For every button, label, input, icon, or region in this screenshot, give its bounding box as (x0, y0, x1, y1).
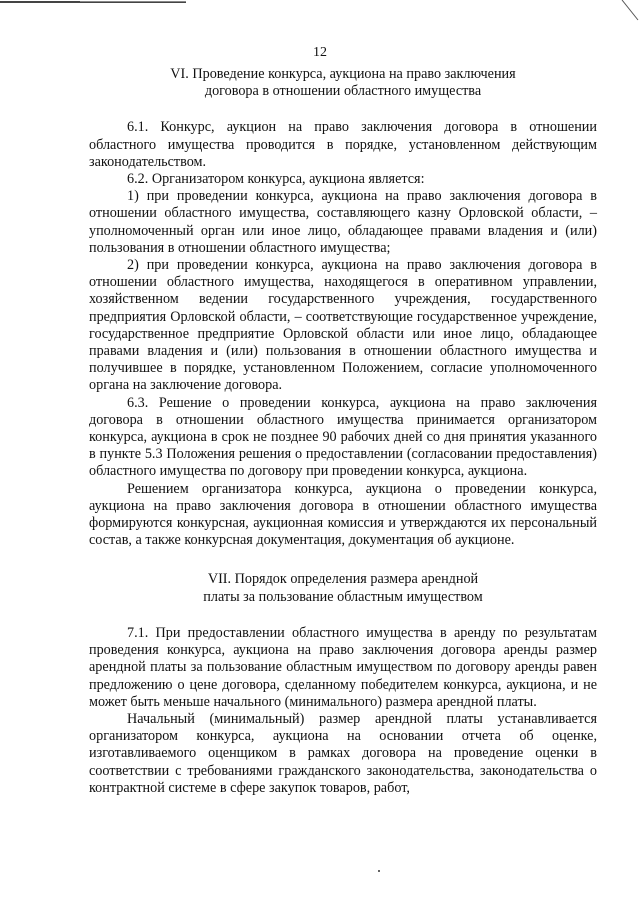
section-7-heading-line: платы за пользование областным имуществом (203, 588, 483, 605)
paragraph-6-2: 6.2. Организатором конкурса, аукциона является: (127, 171, 425, 188)
paragraph-6-2-item-2: 2) при проведении конкурса, аукциона на право заключения договора в отношении областного имущества, находящегося в оперативном управлении, хозяйственном ведении государственного учреждения, государственного предприятия Орловской области, – соответствующие государственное учреждение, государственное предприятие Орловской области или иное лицо, обладающее правами владения и (или) пользования в отношении областного имущества и получившее в порядке, установленном Положением, согласие уполномоченного органа на заключение договора. (89, 257, 597, 394)
scan-artifact-line (80, 1, 186, 2)
section-7-heading (89, 571, 597, 605)
paragraph-6-2-item-1: 1) при проведении конкурса, аукциона на право заключения договора в отношении областного имущества, составляющего казну Орловской области, – уполномоченный орган или иное лицо, обладающее правами владения и (или) пользования в отношении областного имущества; (89, 188, 597, 256)
paragraph-6-3: 6.3. Решение о проведении конкурса, аукциона на право заключения договора в отношении областного имущества принимается организатором конкурса, аукциона в срок не позднее 90 рабочих дней со дня принятия указанного в пункте 5.3 Положения решения о предоставлении (согласовании предоставления) областного имущества по договору при проведении конкурса, аукциона. (89, 394, 597, 480)
scan-speck (378, 870, 380, 872)
paragraph-6-3-decision: Решением организатора конкурса, аукциона о проведении конкурса, аукциона на право заключения договора в отношении областного имущества формируются конкурсная, аукционная комиссия и утверждаются их персональный состав, а также конкурсная документация, документация об аукционе. (89, 480, 597, 549)
scan-corner-mark (620, 0, 640, 22)
paragraph-6-1: 6.1. Конкурс, аукцион на право заключения договора в отношении областного имущества проводится в порядке, установленном действующим законодательством. (89, 119, 597, 170)
document-body (89, 66, 597, 797)
section-6-heading-line: договора в отношении областного имущества (204, 83, 482, 100)
section-6-heading (89, 66, 597, 100)
paragraph-7-1-initial-rent: Начальный (минимальный) размер арендной платы устанавливается организатором конкурса, аукциона на основании отчета об оценке, изготавливаемого оценщиком в рамках договора на проведение оценки в соответствии с требованиями гражданского законодательства, законодательства о контрактной системе в сфере закупок товаров, работ, (89, 710, 597, 796)
page-number: 12 (313, 45, 327, 60)
section-6-heading-line: VI. Проведение конкурса, аукциона на право заключения (170, 66, 516, 82)
section-7-heading-line: VII. Порядок определения размера арендной (207, 571, 479, 588)
paragraph-7-1: 7.1. При предоставлении областного имущества в аренду по результатам проведения конкурса, аукциона на право заключения договора аренды размер арендной платы за пользование областным имуществом по договору аренды равен предложению о цене договора, сделанному победителем конкурса, аукциона, и не может быть меньше начального (минимального) размера арендной платы. (89, 624, 597, 710)
